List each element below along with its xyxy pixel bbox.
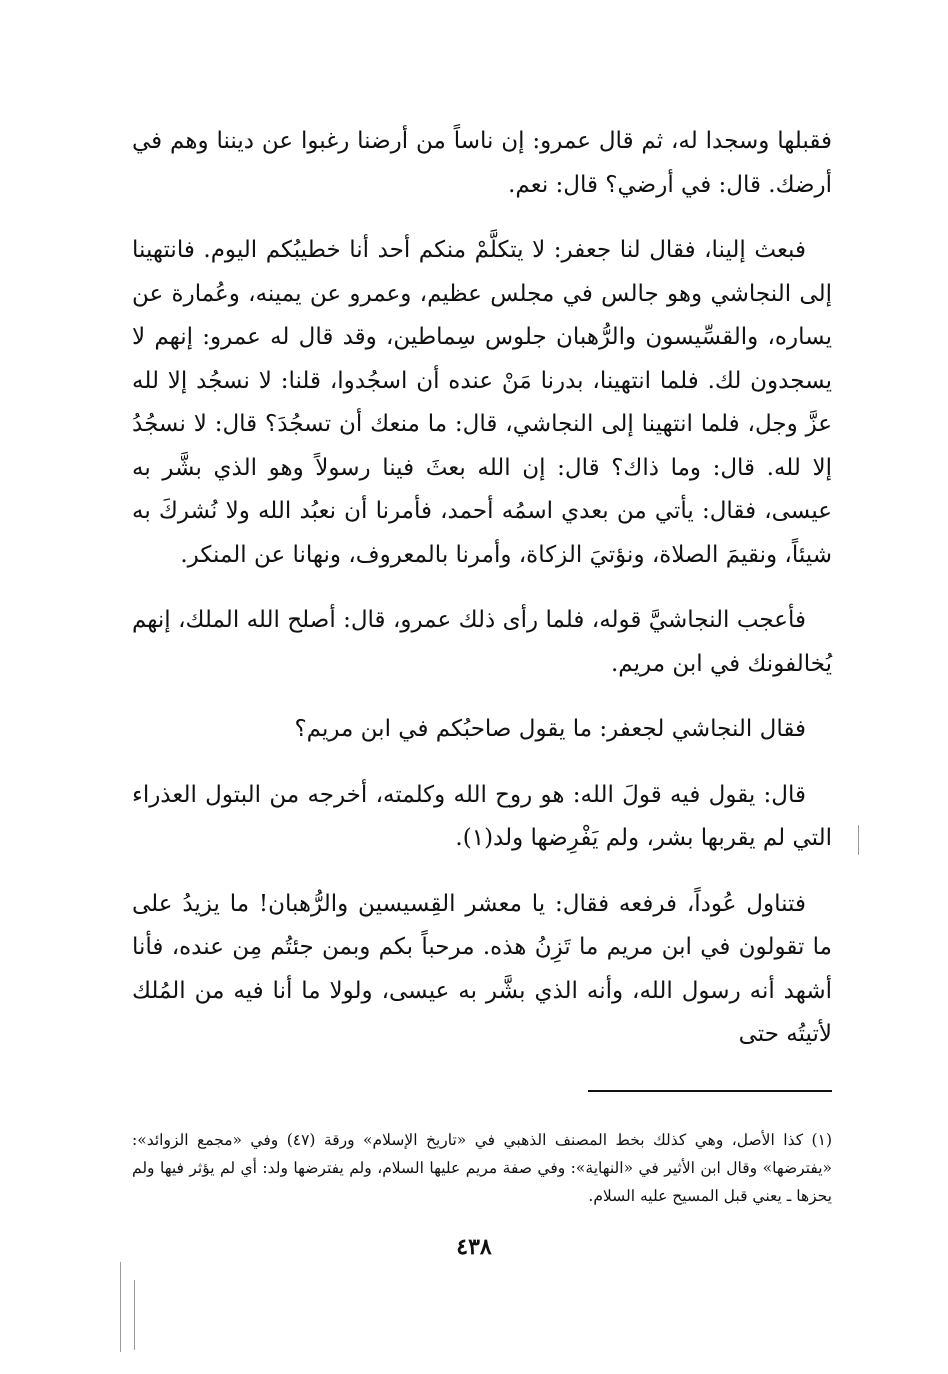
paragraph-3: فأعجب النجاشيَّ قوله، فلما رأى ذلك عمرو، قال: أصلح الله الملك، إنهم يُخالفونك في ابن مريم. — [132, 607, 832, 677]
footnote: (١) كذا الأصل، وهي كذلك بخط المصنف الذهبي في «تاريخ الإسلام» ورقة (٤٧) وفي «مجمع الزوائد»: «يفترضها» وقال ابن الأثير في «النهاية»: وفي صفة مريم عليها السلام، ولم يفترضها ولد: أي لم يؤثر فيها ولم يحزها ـ يعني قبل المسيح عليه السلام. — [132, 1130, 832, 1205]
footnote-separator — [588, 1090, 832, 1092]
paragraph-6: فتناول عُوداً، فرفعه فقال: يا معشر القِسيسين والرُّهبان! ما يزيدُ على ما تقولون في ابن مريم ما تَزِنُ هذه. مرحباً بكم وبمن جئتُم مِن عنده، فأنا أشهد أنه رسول الله، وأنه الذي بشَّر به عيسى، ولولا ما أنا فيه من المُلك لأتيتُه حتى — [132, 890, 832, 1047]
scan-artifact-line — [120, 1262, 121, 1352]
paragraph-5: قال: يقول فيه قولَ الله: هو روح الله وكلمته، أخرجه من البتول العذراء التي لم يقربها بشر، ولم يَفْرِضها ولد(١). — [132, 781, 832, 851]
paragraph-4: فقال النجاشي لجعفر: ما يقول صاحبُكم في ابن مريم؟ — [294, 716, 806, 742]
scan-artifact-line — [134, 1280, 135, 1350]
main-text — [132, 120, 832, 1079]
scan-artifact-line — [858, 825, 859, 855]
paragraph-1: فقبلها وسجدا له، ثم قال عمرو: إن ناساً من أرضنا رغبوا عن ديننا وهم في أرضك. قال: في أرضي؟ قال: نعم. — [132, 128, 832, 198]
page-number: ٤٣٨ — [456, 1234, 492, 1260]
paragraph-2: فبعث إلينا، فقال لنا جعفر: لا يتكلَّمْ منكم أحد أنا خطيبُكم اليوم. فانتهينا إلى النجاشي وهو جالس في مجلس عظيم، وعمرو عن يمينه، وعُمارة عن يساره، والقسِّيسون والرُّهبان جلوس سِماطين، وقد قال له عمرو: إنهم لا يسجدون لك. فلما انتهينا، بدرنا مَنْ عنده أن اسجُدوا، قلنا: لا نسجُد إلا لله عزَّ وجل، فلما انتهينا إلى النجاشي، قال: ما منعك أن تسجُدَ؟ قال: لا نسجُدُ إلا لله. قال: وما ذاك؟ قال: إن الله بعثَ فينا رسولاً وهو الذي بشَّر به عيسى، فقال: يأتي من بعدي اسمُه أحمد، فأمرنا أن نعبُد الله ولا نُشركَ به شيئاً، ونقيمَ الصلاة، ونؤتيَ الزكاة، وأمرنا بالمعروف، ونهانا عن المنكر. — [132, 237, 832, 568]
